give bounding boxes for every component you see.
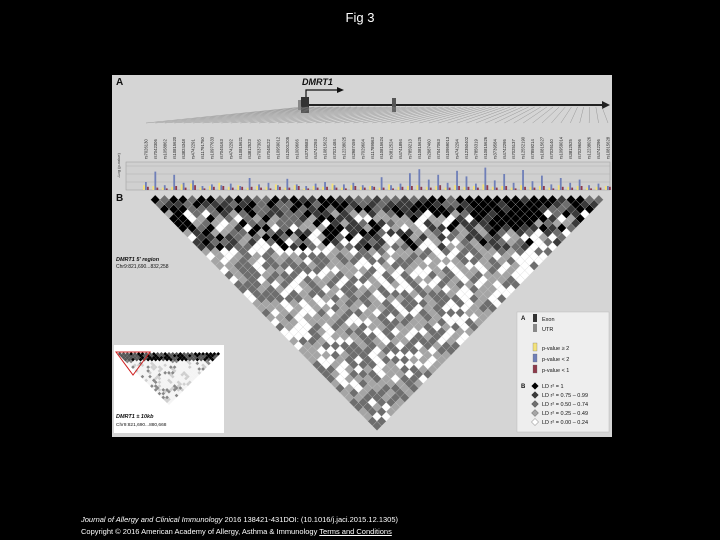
pvalue-bar [268,183,270,190]
pvalue-bar [296,184,298,190]
pvalue-bar [288,188,290,190]
legend-pvalue-swatch [533,365,537,373]
pvalue-bar [326,187,328,190]
pvalue-bar [379,188,381,190]
pvalue-bar [543,186,545,190]
pvalue-bar [520,185,522,190]
pvalue-bar [362,185,364,190]
pvalue-bar [220,185,222,190]
pvalue-bar [426,187,428,190]
snp-label: rs10815620 [171,136,177,159]
snp-label: rs2987460 [426,139,432,159]
snp-label: rs7859213 [407,139,413,159]
snp-label: rs1009666 [294,139,300,159]
snp-connector [589,107,590,123]
pvalue-bar [418,169,420,190]
pvalue-bar [194,185,196,190]
pvalue-bar [454,185,456,190]
snp-label: rs7045163 [218,139,224,159]
pvalue-bar [569,183,571,190]
snp-label: rs10815621 [237,136,243,159]
gene-arrowhead [602,101,610,109]
pvalue-bar [605,186,607,190]
pvalue-bar [496,188,498,190]
pvalue-bar [247,188,249,190]
pvalue-bar [251,187,253,190]
pvalue-bar [598,184,600,190]
citation-line [81,514,398,526]
legend-exon-swatch [533,314,537,322]
pvalue-bar [484,168,486,190]
panel-a-label: A [116,77,124,88]
pvalue-bar [477,188,479,190]
pvalue-bar [213,187,215,190]
legend-ld-text: LD r² = 0.75 – 0.99 [542,393,589,399]
snp-label: rs10815627 [539,136,545,159]
pvalue-bar [492,187,494,190]
pvalue-bar [541,176,543,190]
pvalue-bar [156,188,158,190]
pvalue-bar [154,172,156,190]
pvalue-bar [428,180,430,190]
snp-label: rs7026130 [143,139,149,159]
legend-ld-text: LD r² = 0.50 – 0.74 [542,402,589,408]
pvalue-bar [435,186,437,190]
pvalue-bar [181,184,183,190]
tss-arrowhead [337,87,344,93]
pvalue-bar [152,186,154,190]
snp-label: rs7026140 [548,139,554,159]
y-axis-label: -Log (p-value) [116,153,121,178]
snp-label: rs2987459 [350,139,356,159]
pvalue-bar [371,186,373,190]
pvalue-bar [166,188,168,190]
pvalue-bar [439,185,441,190]
figure-title: Fig 3 [345,10,375,25]
terms-link[interactable]: Terms and Conditions [319,527,392,536]
pvalue-bar [286,179,288,190]
snp-label: rs10977633 [209,136,215,159]
snp-label: rs4741894 [398,139,404,159]
pvalue-bar [277,185,279,190]
pvalue-bar [513,183,515,190]
pvalue-bar [390,185,392,190]
pvalue-bar [260,188,262,190]
pvalue-bar [511,188,513,190]
pvalue-bar [411,186,413,190]
pvalue-bar [175,186,177,190]
legend-exon-text: Exon [542,317,555,323]
snp-connector [561,107,572,123]
pvalue-bar [430,188,432,190]
legend-ld-text: LD r² = 0.25 – 0.49 [542,411,589,417]
pvalue-bar [515,188,517,190]
pvalue-bar [503,174,505,190]
snp-connector [419,107,479,123]
pvalue-bar [334,185,336,190]
pvalue-bar [200,188,202,190]
pvalue-bar [577,186,579,190]
pvalue-bar [298,186,300,190]
snp-label: rs10815622 [322,136,328,159]
pvalue-bar [185,188,187,190]
legend-pvalue-swatch [533,343,537,351]
snp-label: rs7021484 [332,139,338,159]
pvalue-bar [230,184,232,190]
pvalue-bar [322,187,324,190]
journal-name: Journal of Allergy and Clinical Immunology [81,515,223,524]
snp-label: rs12552190 [520,136,526,159]
pvalue-bar [345,188,347,190]
snp-connector [174,107,320,123]
snp-label: rs11789563 [369,137,375,159]
legend-utr-text: UTR [542,327,554,333]
pvalue-bar [183,183,185,190]
snp-connector [438,107,492,123]
pvalue-bar [581,186,583,190]
pvalue-bar [241,187,243,190]
pvalue-bar [388,184,390,190]
inset-coords: Chr9:821,690...880,668 [116,423,167,428]
pvalue-bar [305,186,307,190]
pvalue-bar [383,188,385,190]
pvalue-bar [449,188,451,190]
pvalue-bar [275,184,277,190]
pvalue-bar [420,187,422,190]
copyright-line [81,526,398,538]
pvalue-bar [332,184,334,190]
pvalue-bar [416,185,418,190]
pvalue-bar [466,176,468,190]
pvalue-bar [586,188,588,190]
legend-pvalue-text: p-value < 1 [542,368,570,374]
pvalue-bar [505,186,507,190]
pvalue-bar [350,185,352,190]
pvalue-bar [145,182,147,190]
pvalue-bar [400,184,402,190]
snp-label: rs11791750 [200,137,206,159]
pvalue-bar [352,183,354,190]
snp-label: rs1058862 [162,139,168,159]
pvalue-bar [600,188,602,190]
snp-label: rs10815624 [379,136,385,159]
pvalue-bar [596,187,598,190]
legend-ld-text: LD r² = 1 [542,384,564,390]
pvalue-bar [522,170,524,190]
pvalue-bar [558,185,560,190]
snp-label: rs3739583 [303,139,309,159]
snp-label: rs7029604 [360,139,366,159]
snp-label: rs10815628 [605,136,611,159]
legend-a-label: A [521,316,526,322]
snp-label: rs7856319 [473,139,479,159]
snp-label: rs4742291 [190,139,196,159]
snp-connector [533,107,553,123]
pvalue-bar [202,186,204,190]
pvalue-bar [534,188,536,190]
pvalue-bar [398,187,400,190]
pvalue-bar [369,186,371,190]
snp-label: rs3812523 [247,139,253,159]
snp-label: rs10959013 [445,136,451,159]
pvalue-bar [409,173,411,190]
snp-label: rs10959014 [558,136,564,159]
snp-label: rs7048122 [266,139,272,159]
snp-label: rs12350402 [464,136,470,159]
pvalue-bar [381,177,383,190]
snp-connector [184,107,327,123]
legend-ld-text: LD r² = 0.00 – 0.24 [542,420,589,426]
snp-label: rs12238026 [586,136,592,159]
snp-label: rs7029606 [577,139,583,159]
pvalue-bar [237,185,239,190]
snp-label: rs3812524 [388,139,394,159]
pvalue-bar [343,184,345,190]
pvalue-bar [486,185,488,190]
pvalue-bar [607,186,609,190]
pvalue-bar [211,184,213,190]
snp-label: rs7025137 [511,139,517,159]
snp-connector [514,107,541,123]
snp-connector-lines [146,107,608,123]
snp-label: rs7042306 [152,139,158,159]
pvalue-bar [464,187,466,190]
pvalue-bar [552,188,554,190]
snp-connector [250,107,370,123]
pvalue-bar [228,187,230,190]
pvalue-bar [336,188,338,190]
snp-label: rs7037305 [256,139,262,159]
snp-label: rs4742292 [228,139,234,159]
pvalue-bar [303,188,305,190]
pvalue-bar [256,186,258,190]
legend-pvalue-swatch [533,354,537,362]
legend-utr-swatch [533,324,537,332]
region-title: DMRT1 5' region [116,257,160,263]
snp-label: rs3739584 [492,139,498,159]
pvalue-bar [590,188,592,190]
pvalue-bar [402,187,404,190]
pvalue-bar [530,187,532,190]
pvalue-bar [266,187,268,190]
snp-label: rs3812525 [567,139,573,159]
snp-label: rs4742293 [313,139,319,159]
pvalue-bar [473,186,475,190]
snp-label: rs12238025 [341,136,347,159]
snp-connector [495,107,529,123]
legend-b-label: B [521,384,526,390]
pvalue-bar [364,188,366,190]
pvalue-bar [567,187,569,190]
pvalue-bar [579,180,581,190]
snp-label: rs4742295 [501,139,507,159]
pvalue-bar [317,188,319,190]
snp-connector [602,107,608,123]
pvalue-bar [437,175,439,190]
pvalue-bar [468,187,470,190]
snp-label: rs12001205 [284,136,290,159]
snp-connector [523,107,547,123]
tss-arrow [306,90,337,99]
pvalue-bar [475,184,477,190]
pvalue-bar [354,186,356,190]
pvalue-bar [258,184,260,190]
snp-label: rs10815626 [482,136,488,159]
pvalue-bar [173,175,175,190]
pvalue-bar [249,178,251,190]
pvalue-bar [458,186,460,190]
snp-label: rs7047063 [435,139,441,159]
pvalue-bar [192,180,194,190]
snp-connector [551,107,565,123]
pvalue-bar [456,171,458,190]
pvalue-bar [482,184,484,190]
pvalue-bar [341,188,343,190]
pvalue-bar [307,188,309,190]
pvalue-bar [494,180,496,190]
pvalue-bar [143,185,145,190]
pvalue-bar [588,185,590,190]
snp-labels [144,136,611,159]
pvalue-bar [532,181,534,190]
pvalue-bar [204,188,206,190]
snp-connector [596,107,599,123]
pvalue-bar [445,188,447,190]
pvalue-bar [147,187,149,190]
figure-graphic [112,75,612,437]
pvalue-bar [279,187,281,190]
pvalue-bar [324,182,326,190]
panel-b-label: B [116,193,124,204]
pvalue-bar [164,185,166,190]
pvalue-bar [560,178,562,190]
pvalue-bar [171,187,173,190]
pvalue-bar [284,188,286,190]
legend [517,312,609,432]
snp-connector [542,107,559,123]
citation-details: 2016 138421-431DOI: (10.1016/j.jaci.2015.12.1305) [222,515,399,524]
snp-label: rs4742296 [596,139,602,159]
pvalue-bar [501,186,503,190]
pvalue-bar [539,186,541,190]
pvalue-bar [209,186,211,190]
figure-panel [112,75,612,437]
pvalue-bar [447,183,449,190]
citation-footer [81,514,398,538]
pvalue-bar [315,184,317,190]
pvalue-bar [232,188,234,190]
pvalue-bar [222,186,224,190]
pvalue-bar [548,188,550,190]
pvalue-bar [270,188,272,190]
pvalue-bar [239,186,241,190]
pvalue-bar [407,186,409,190]
snp-connector [476,107,516,123]
snp-connector [363,107,443,123]
pvalue-bar [392,188,394,190]
pvalue-bar [360,187,362,190]
pvalue-bar [373,187,375,190]
snp-label: rs10959012 [275,136,281,159]
snp-label: rs4742294 [454,139,460,159]
pvalue-bar [550,184,552,190]
region-coords: Chr9:821,690...832,258 [116,264,169,270]
snp-connector [580,107,584,123]
gene-label: DMRT1 [302,77,333,87]
snp-connector [504,107,534,123]
snp-label: rs3824348 [181,139,187,159]
legend-pvalue-text: p-value < 2 [542,357,570,363]
legend-pvalue-text: p-value ≥ 2 [542,346,570,352]
snp-connector [570,107,577,123]
pvalue-bar [190,184,192,190]
snp-connector [391,107,461,123]
pvalue-bar [218,183,220,190]
pvalue-bar [294,185,296,190]
snp-label: rs10815625 [416,136,422,159]
copyright-text: Copyright © 2016 American Academy of Allergy, Asthma & Immunology [81,527,320,536]
pvalue-bar [313,186,315,190]
pvalue-bar [162,188,164,190]
inset-title: DMRT1 ± 10kb [116,414,154,420]
inset-ld-plot [114,345,224,433]
snp-label: rs7859214 [530,139,536,159]
pvalue-bar [571,188,573,190]
pvalue-bar [562,187,564,190]
pvalue-bar [524,187,526,190]
pvalue-bar [609,187,611,190]
